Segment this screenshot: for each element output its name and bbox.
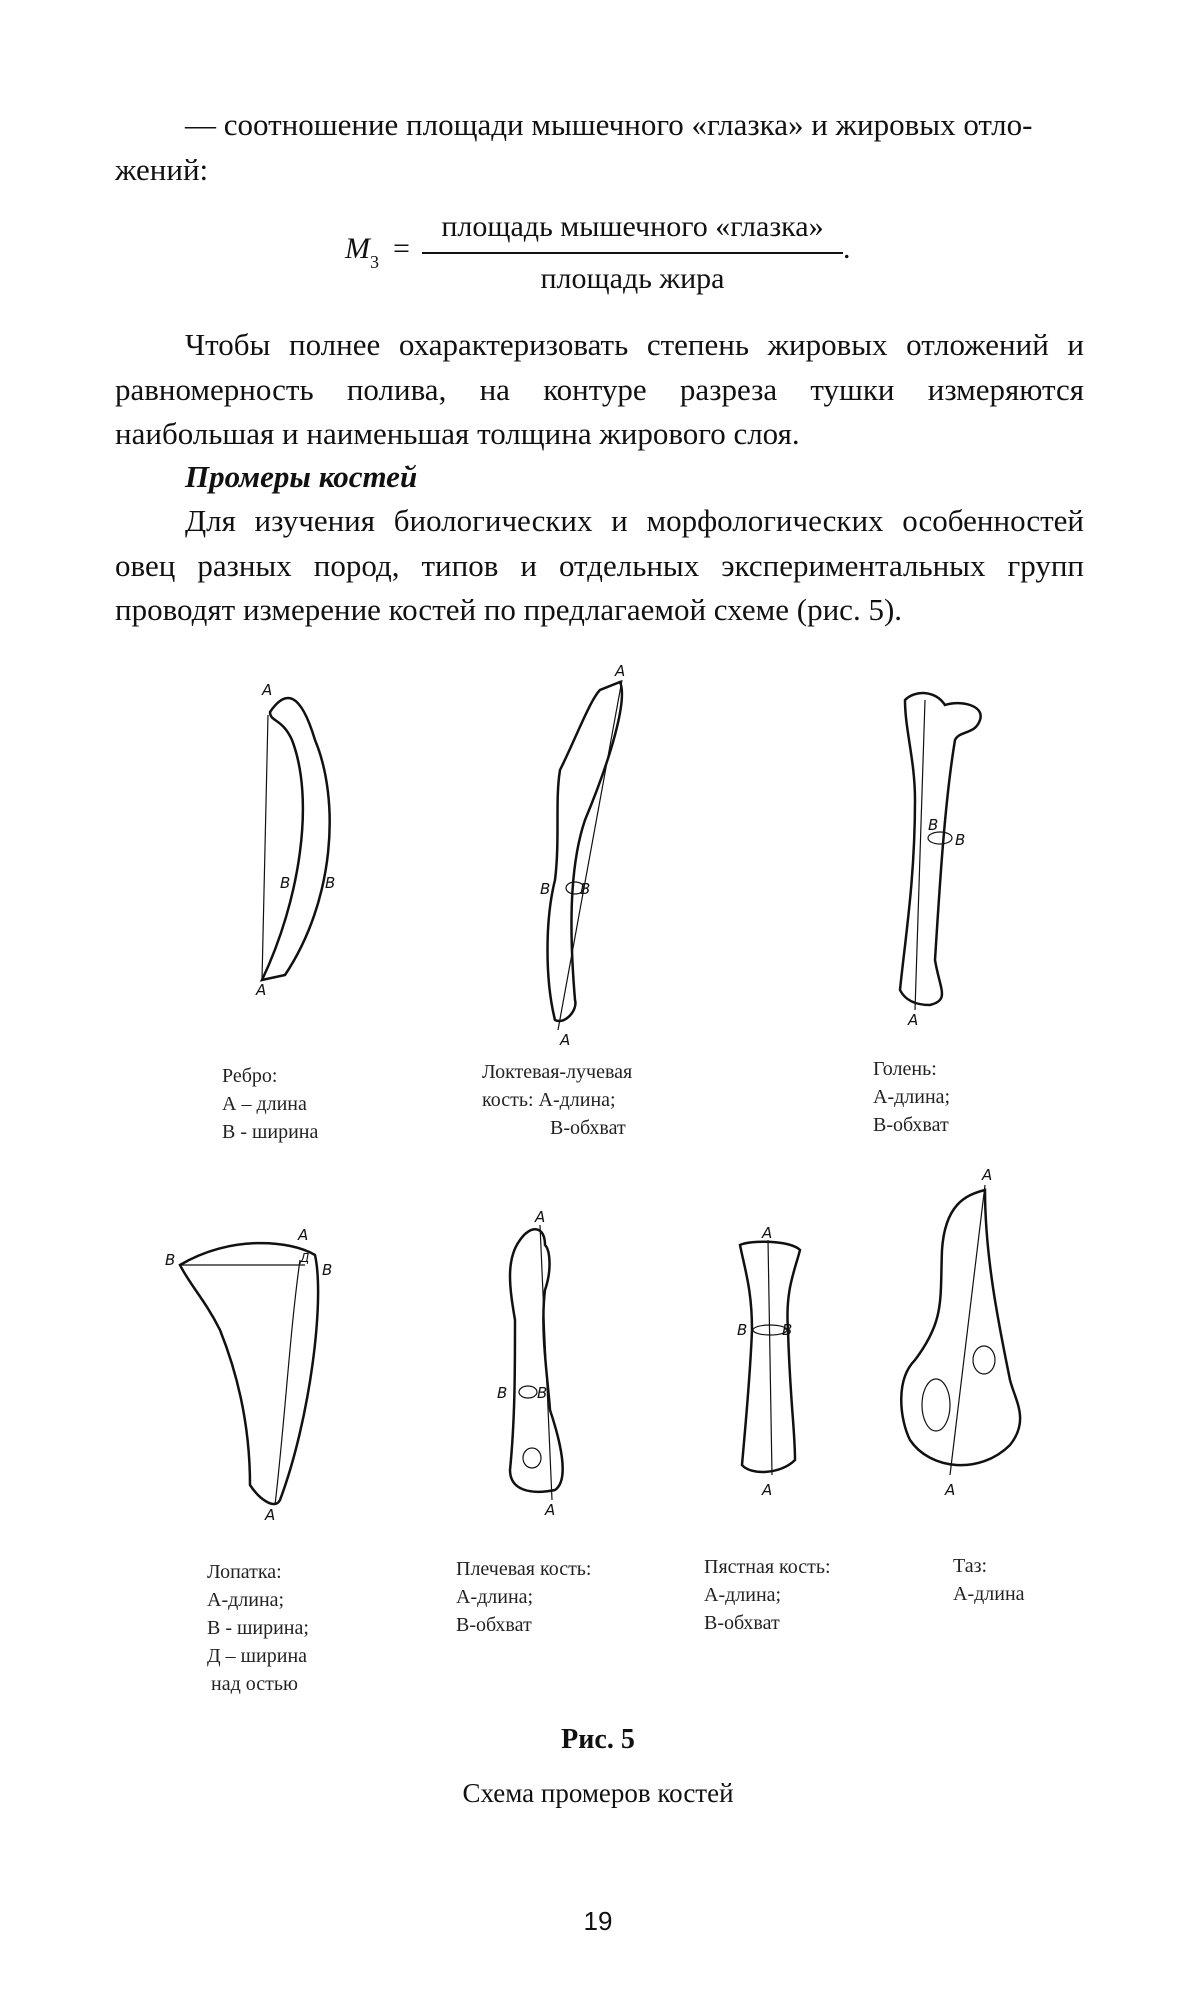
- svg-text:В: В: [928, 816, 939, 834]
- caption-line: А-длина;: [456, 1586, 534, 1608]
- svg-text:А: А: [762, 1224, 773, 1242]
- caption-line: над остью: [211, 1673, 298, 1695]
- caption-line: А-длина;: [704, 1584, 782, 1606]
- humerus-drawing: [497, 1208, 563, 1519]
- radius-ulna-drawing: [540, 662, 625, 1049]
- paragraph-line: — соотношение площади мышечного «глазка» и жировых отло-: [185, 107, 1033, 142]
- caption-line: А – длина: [222, 1093, 307, 1115]
- formula-subscript: 3: [370, 252, 379, 272]
- caption-line: кость: А-длина;: [482, 1089, 616, 1111]
- svg-text:А: А: [762, 1481, 773, 1499]
- scapula-drawing: [165, 1226, 332, 1524]
- pelvis-drawing: [901, 1166, 1020, 1499]
- svg-text:В: В: [782, 1321, 793, 1339]
- formula-numerator: площадь мышечного «глазка»: [441, 210, 824, 243]
- caption-radius-ulna: [482, 1058, 632, 1142]
- rib-drawing: [255, 681, 335, 999]
- paragraph-line: равномерность полива, на контуре разреза тушки измеряются: [115, 372, 1084, 407]
- svg-text:Д: Д: [300, 1251, 310, 1265]
- svg-text:В: В: [737, 1321, 748, 1339]
- svg-text:В: В: [165, 1251, 176, 1269]
- caption-line: А-длина;: [207, 1589, 285, 1611]
- svg-text:В: В: [322, 1261, 333, 1279]
- svg-text:А: А: [535, 1208, 546, 1226]
- caption-line: А-длина: [953, 1583, 1025, 1605]
- caption-line: Голень:: [873, 1058, 937, 1080]
- svg-text:А: А: [262, 681, 273, 699]
- formula-period: .: [843, 232, 851, 265]
- caption-rib: [222, 1062, 318, 1146]
- paragraph-line: наибольшая и наименьшая толщина жирового слоя.: [115, 416, 800, 451]
- svg-text:В: В: [280, 874, 291, 892]
- svg-text:А: А: [908, 1011, 919, 1029]
- svg-text:А: А: [545, 1501, 556, 1519]
- caption-line: В - ширина: [222, 1121, 319, 1143]
- metacarpal-drawing: [737, 1224, 800, 1499]
- formula-equals: =: [393, 232, 410, 265]
- paragraph-line: Чтобы полнее охарактеризовать степень жировых отложений и: [185, 327, 1084, 362]
- caption-line: В-обхват: [456, 1614, 532, 1636]
- caption-line: Локтевая-лучевая: [482, 1061, 633, 1083]
- caption-humerus: [456, 1555, 592, 1639]
- page-number: 19: [583, 1906, 613, 1936]
- svg-text:А: А: [982, 1166, 993, 1184]
- caption-line: Плечевая кость:: [456, 1558, 592, 1580]
- caption-line: Ребро:: [222, 1065, 278, 1087]
- svg-text:В: В: [497, 1384, 508, 1402]
- caption-line: Пястная кость:: [704, 1556, 831, 1578]
- caption-line: Лопатка:: [207, 1561, 282, 1583]
- svg-text:В: В: [325, 874, 336, 892]
- caption-line: В-обхват: [704, 1612, 780, 1634]
- figure-title: Схема промеров костей: [462, 1778, 734, 1808]
- caption-line: В - ширина;: [207, 1617, 309, 1639]
- svg-text:А: А: [615, 662, 626, 680]
- svg-text:В: В: [955, 831, 966, 849]
- paragraph-line: овец разных пород, типов и отдельных экспериментальных групп: [115, 548, 1084, 583]
- svg-text:А: А: [298, 1226, 309, 1244]
- paragraph-line: жений:: [115, 152, 209, 187]
- svg-text:А: А: [945, 1481, 956, 1499]
- tibia-drawing: [900, 693, 981, 1029]
- caption-tibia: [873, 1055, 950, 1139]
- caption-metacarpal: [704, 1553, 831, 1637]
- section-heading: Промеры костей: [185, 459, 418, 494]
- svg-text:В: В: [540, 880, 551, 898]
- svg-text:А: А: [560, 1031, 571, 1049]
- formula-denominator: площадь жира: [540, 262, 725, 295]
- paragraph-line: Для изучения биологических и морфологических особенностей: [185, 503, 1084, 538]
- svg-text:В: В: [580, 880, 591, 898]
- caption-line: В-обхват: [873, 1114, 949, 1136]
- svg-text:В: В: [537, 1384, 548, 1402]
- caption-line: А-длина;: [873, 1086, 951, 1108]
- caption-line: Таз:: [953, 1555, 988, 1577]
- figure-number: Рис. 5: [561, 1724, 635, 1755]
- caption-scapula: [207, 1558, 309, 1698]
- paragraph-line: проводят измерение костей по предлагаемой схеме (рис. 5).: [115, 592, 903, 627]
- caption-pelvis: [953, 1552, 1025, 1608]
- caption-line: В-обхват: [550, 1117, 626, 1139]
- formula-symbol: M: [345, 232, 370, 265]
- caption-line: Д – ширина: [207, 1645, 308, 1667]
- svg-text:А: А: [256, 981, 267, 999]
- svg-text:А: А: [265, 1506, 276, 1524]
